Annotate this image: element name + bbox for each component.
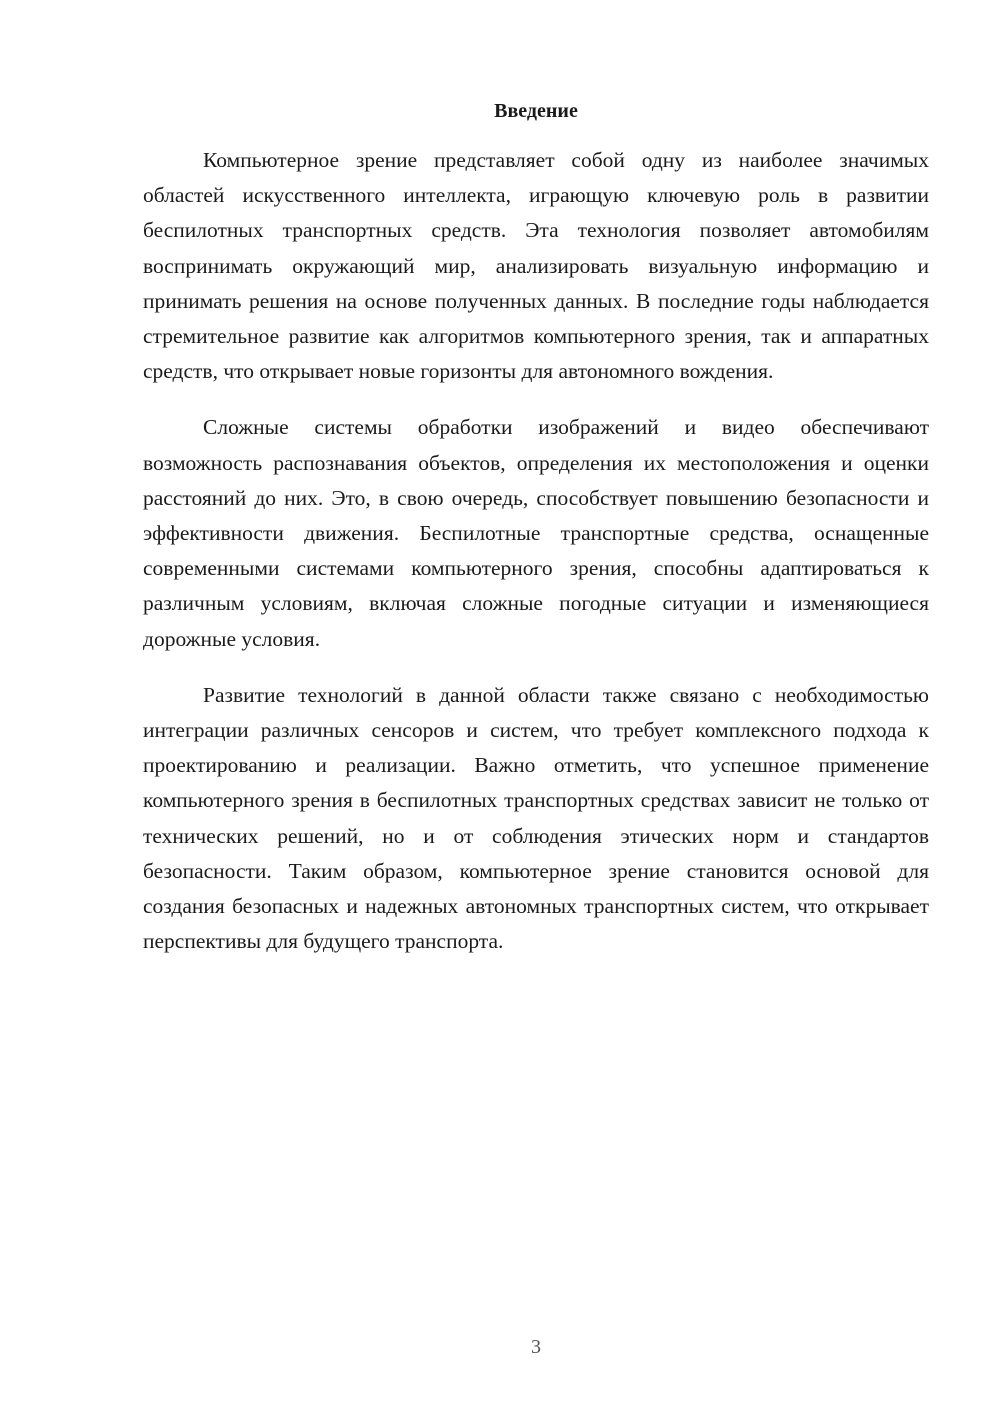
paragraph-2: Сложные системы обработки изображений и видео обеспечивают возможность распознавания объектов, определения их местоположения и оценки расстояний до них. Это, в свою очередь, способствует повышению безопасности и эффективности движения. Беспилотные транспортные средства, оснащенные современными системами компьютерного зрения, способны адаптироваться к различным условиям, включая сложные погодные ситуации и изменяющиеся дорожные условия. bbox=[143, 415, 929, 651]
page-number: 3 bbox=[531, 1336, 541, 1358]
paragraph-3: Развитие технологий в данной области также связано с необходимостью интеграции различных сенсоров и систем, что требует комплексного подхода к проектированию и реализации. Важно отметить, что успешное применение компьютерного зрения в беспилотных транспортных средствах зависит не только от технических решений, но и от соблюдения этических норм и стандартов безопасности. Таким образом, компьютерное зрение становится основой для создания безопасных и надежных автономных транспортных систем, что открывает перспективы для будущего транспорта. bbox=[143, 682, 929, 954]
body-text bbox=[143, 143, 929, 980]
paragraph-1: Компьютерное зрение представляет собой одну из наиболее значимых областей искусственного интеллекта, играющую ключевую роль в развитии беспилотных транспортных средств. Эта технология позволяет автомобилям воспринимать окружающий мир, анализировать визуальную информацию и принимать решения на основе полученных данных. В последние годы наблюдается стремительное развитие как алгоритмов компьютерного зрения, так и аппаратных средств, что открывает новые горизонты для автономного вождения. bbox=[143, 148, 929, 384]
section-title: Введение bbox=[494, 100, 578, 122]
